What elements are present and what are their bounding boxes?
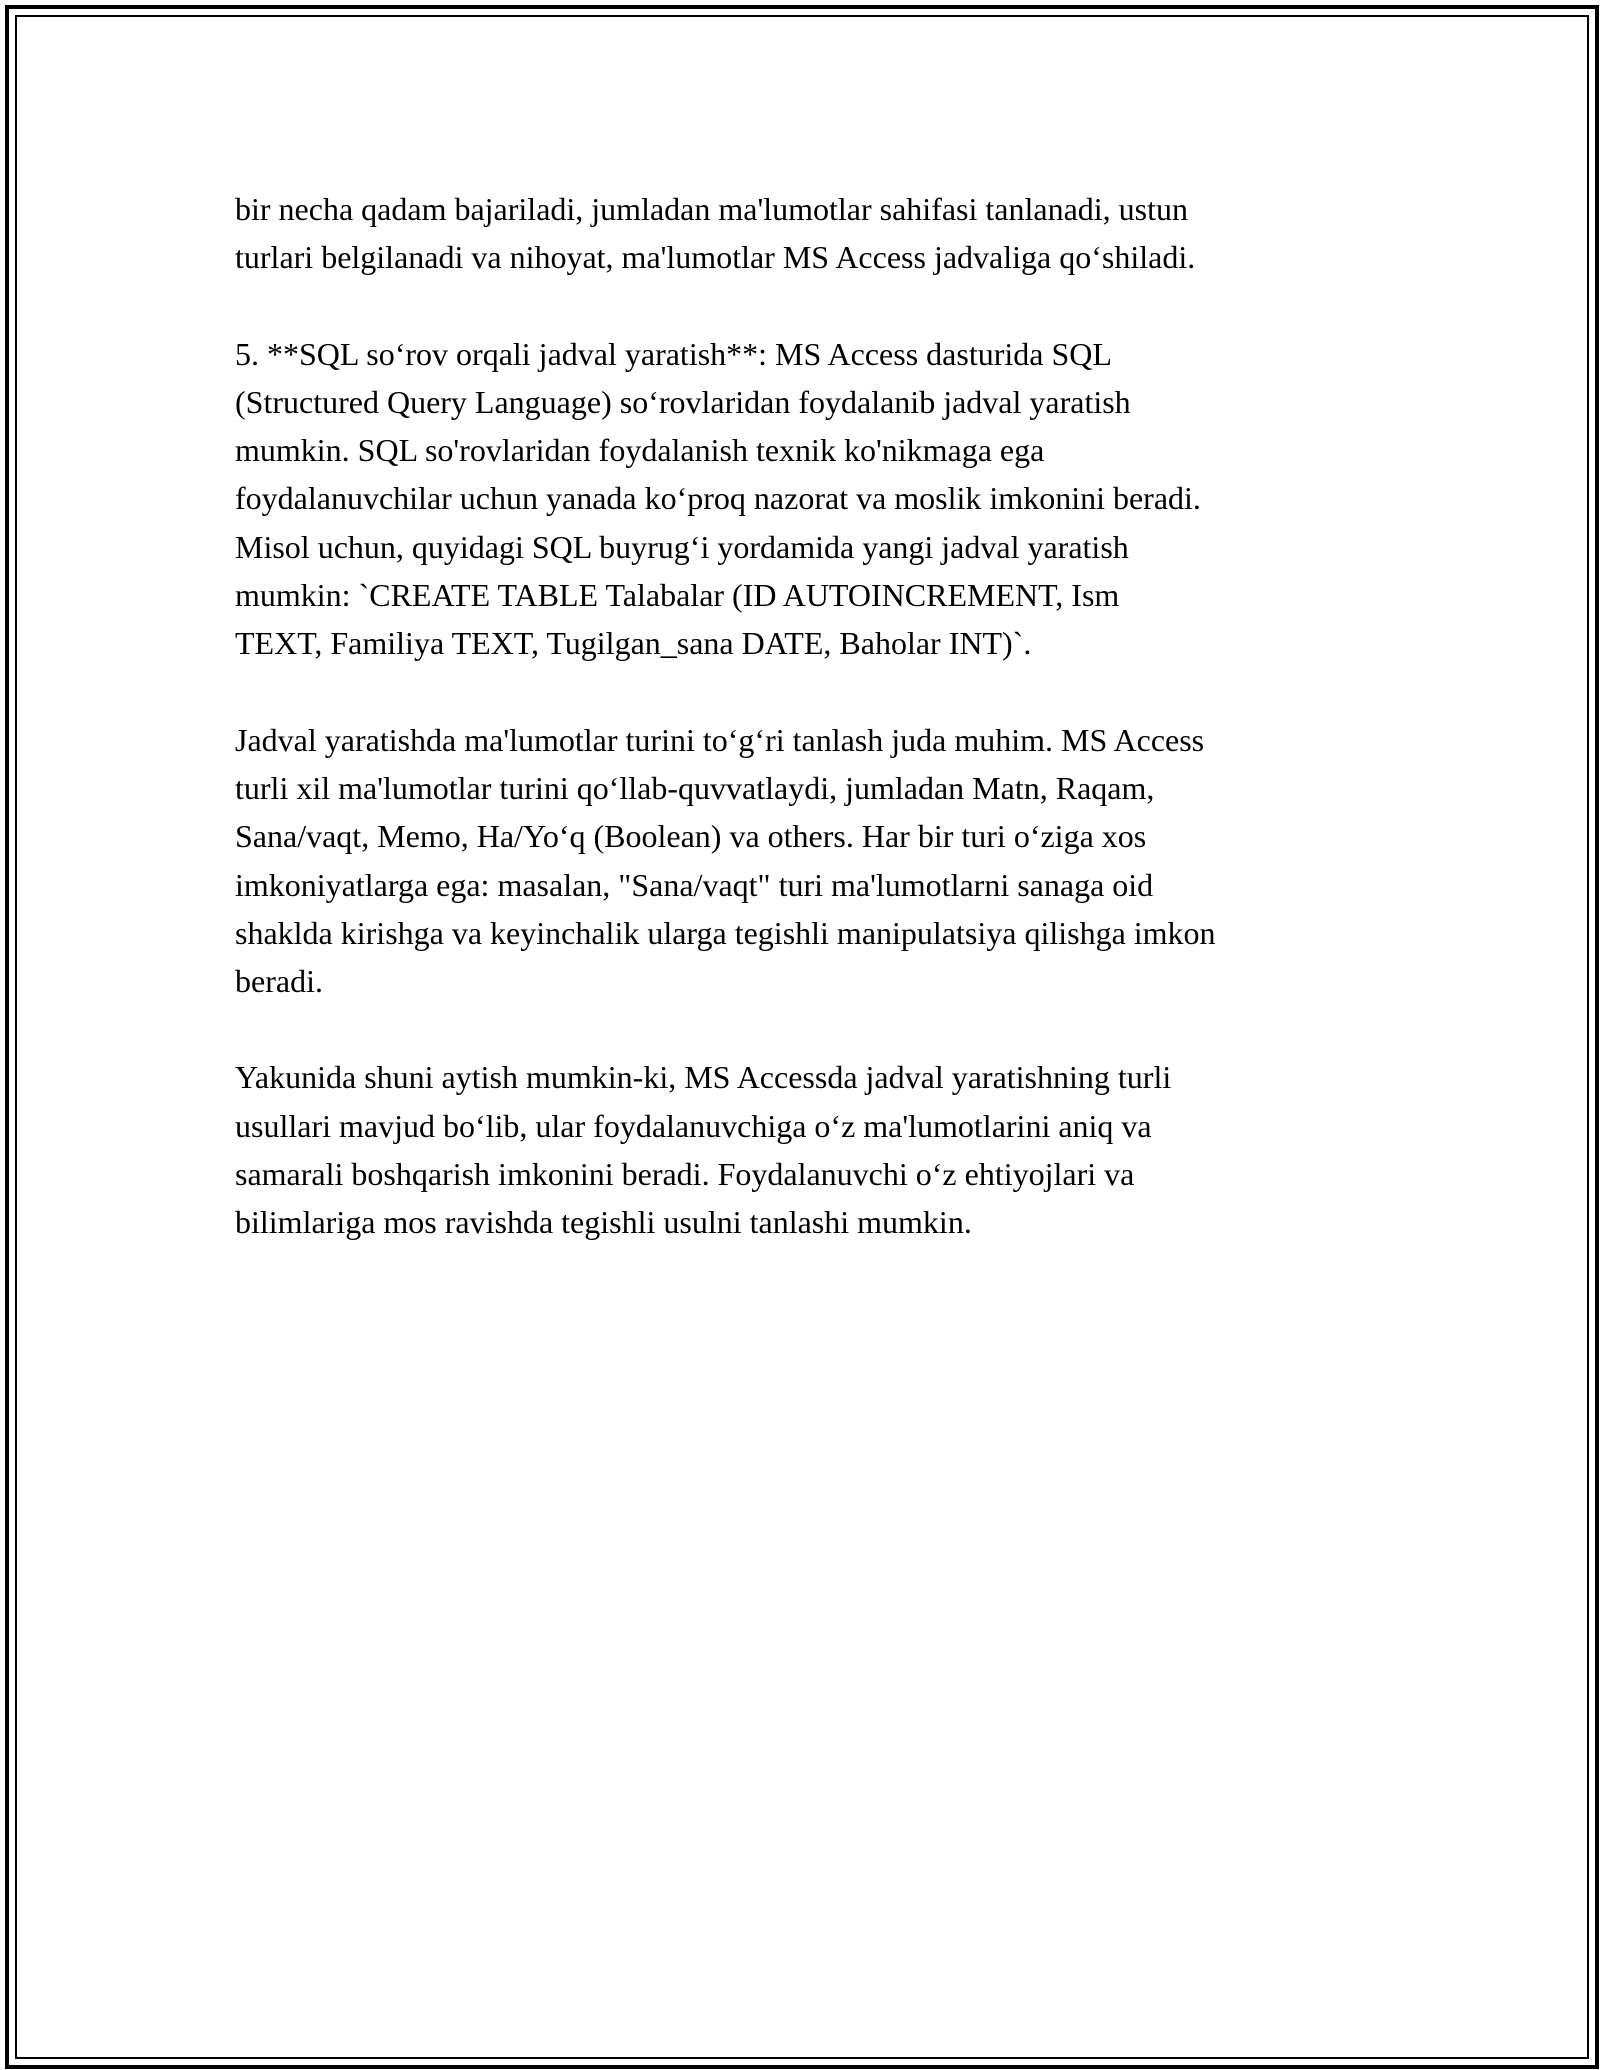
paragraph-sql-query-method: 5. **SQL so‘rov orqali jadval yaratish**: MS Access dasturida SQL (Structured Query Language) so‘rovlaridan foydalanib jadval yaratish mumkin. SQL so'rovlaridan foydalanish texnik ko'nikmaga ega foydalanuvchilar uchun yanada ko‘proq nazorat va moslik imkonini beradi. Misol uchun, quyidagi SQL buyrug‘i yordamida yangi jadval yaratish mumkin: `CREATE TABLE Talabalar (ID AUTOINCREMENT, Ism TEXT, Familiya TEXT, Tugilgan_sana DATE, Baholar INT)`. bbox=[235, 335, 1201, 662]
document-body bbox=[235, 185, 1385, 1295]
paragraph-data-types: Jadval yaratishda ma'lumotlar turini to‘g‘ri tanlash juda muhim. MS Access turli xil ma'lumotlar turini qo‘llab-quvvatlaydi, jumladan Matn, Raqam, Sana/vaqt, Memo, Ha/Yo‘q (Boolean) va others. Har bir turi o‘ziga xos imkoniyatlarga ega: masalan, "Sana/vaqt" turi ma'lumotlarni sanaga oid shaklda kirishga va keyinchalik ularga tegishli manipulatsiya qilishga imkon beradi. bbox=[235, 721, 1216, 1000]
paragraph-conclusion: Yakunida shuni aytish mumkin-ki, MS Accessda jadval yaratishning turli usullari mavjud bo‘lib, ular foydalanuvchiga o‘z ma'lumotlarini aniq va samarali boshqarish imkonini beradi. Foydalanuvchi o‘z ehtiyojlari va bilimlariga mos ravishda tegishli usulni tanlashi mumkin. bbox=[235, 1059, 1172, 1241]
paragraph-import-steps: bir necha qadam bajariladi, jumladan ma'lumotlar sahifasi tanlanadi, ustun turlari belgilanadi va nihoyat, ma'lumotlar MS Access jadvaliga qo‘shiladi. bbox=[235, 191, 1196, 276]
